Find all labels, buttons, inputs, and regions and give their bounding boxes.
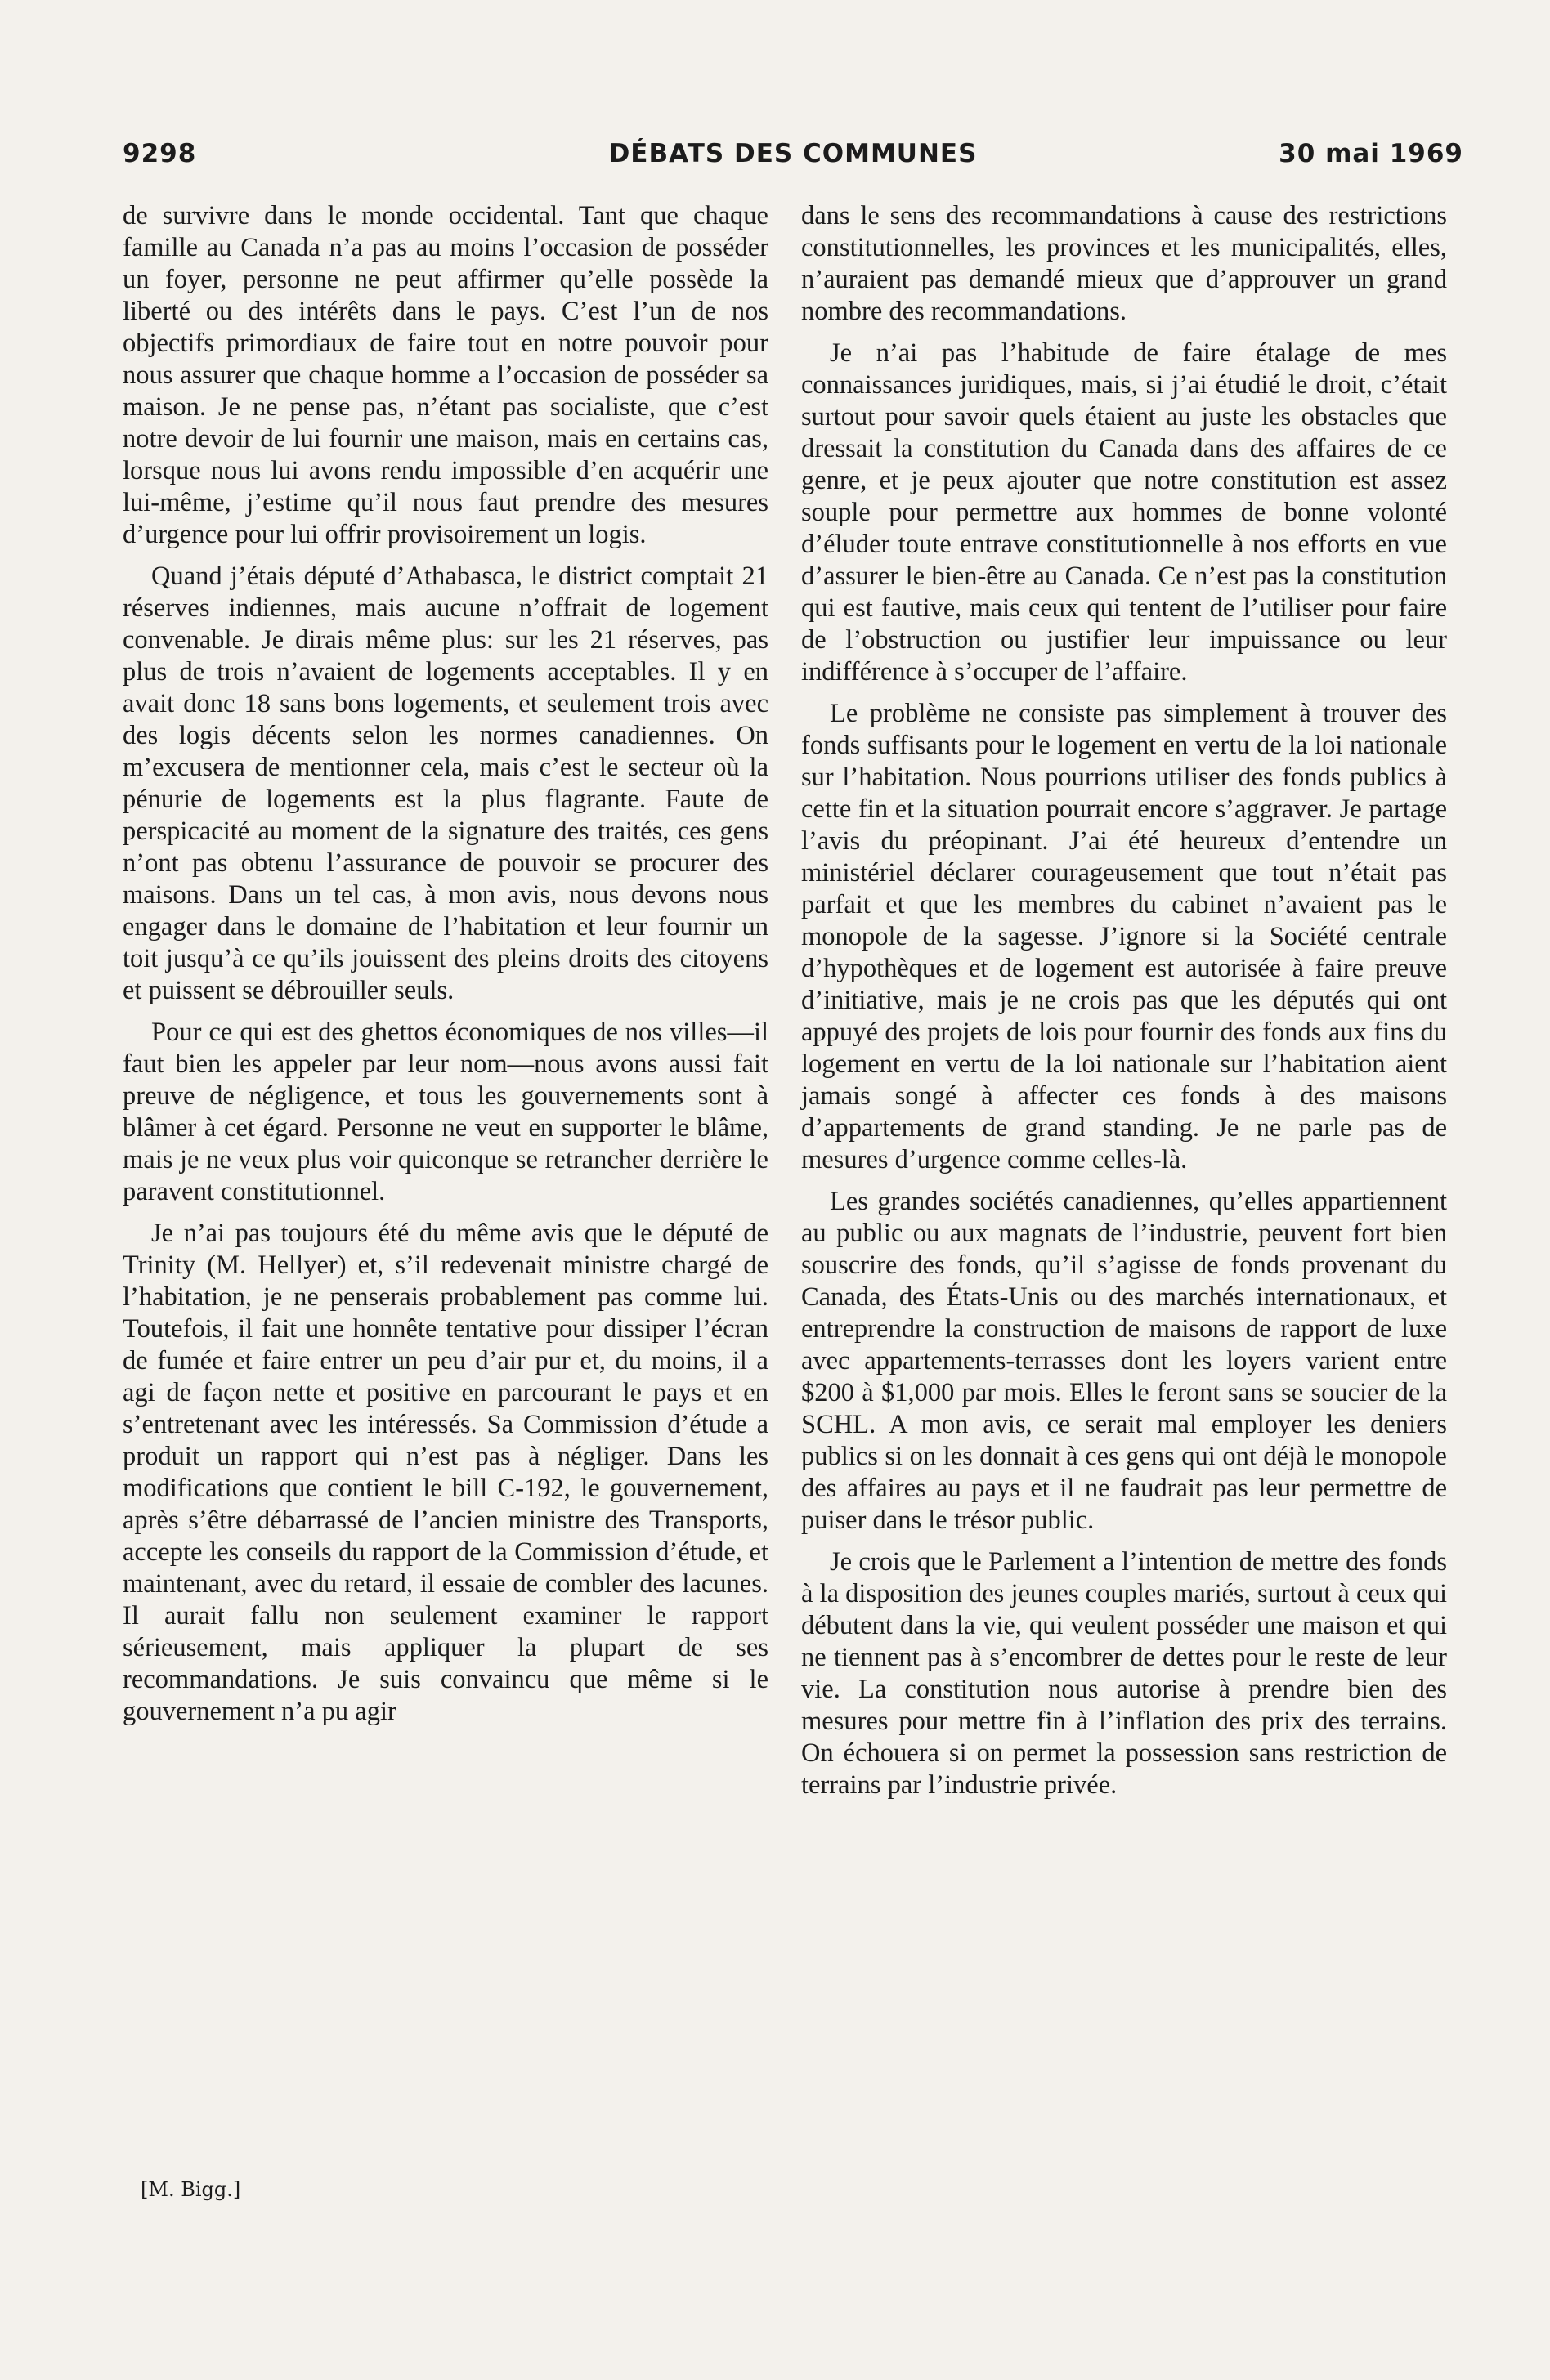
paragraph: Je n’ai pas l’habitude de faire étalage de mes connaissances juridiques, mais, si j’ai étudié le droit, c’était surtout pour savoir quels étaient au juste les obstacles que dressait la constitution du Canada dans des affaires de ce genre, et je peux ajouter que notre constitution est assez souple pour permettre aux hommes de bonne volonté d’éluder toute entrave constitutionnelle à nos efforts en vue d’assurer le bien-être au Canada. Ce n’est pas la constitution qui est fautive, mais ceux qui tentent de l’utiliser pour faire de l’obstruction ou justifier leur impuissance ou leur indifférence à s’occuper de l’affaire. xyxy=(801,338,1447,687)
page-number: 9298 xyxy=(123,139,197,168)
paragraph: Quand j’étais député d’Athabasca, le district comptait 21 réserves indiennes, mais aucune n’offrait de logement convenable. Je dirais même plus: sur les 21 réserves, pas plus de trois n’avaient de logements acceptables. Il y en avait donc 18 sans bons logements, et seulement trois avec des logis décents selon les normes canadiennes. On m’excusera de mentionner cela, mais c’est le secteur où la pénurie de logements est la plus flagrante. Faute de perspicacité au moment de la signature des traités, ces gens n’ont pas obtenu l’assurance de pouvoir se procurer des maisons. Dans un tel cas, à mon avis, nous devons nous engager dans le domaine de l’habitation et leur fournir un toit jusqu’à ce qu’ils jouissent des pleins droits des citoyens et puissent se débrouiller seuls. xyxy=(123,561,768,1005)
page-header xyxy=(123,139,1463,172)
paragraph: Je n’ai pas toujours été du même avis que le député de Trinity (M. Hellyer) et, s’il redevenait ministre chargé de l’habitation, je ne penserais probablement pas comme lui. Toutefois, il fait une honnête tentative pour dissiper l’écran de fumée et faire entrer un peu d’air pur et, du moins, il a agi de façon nette et positive en parcourant le pays et en s’entretenant avec les intéressés. Sa Commission d’étude a produit un rapport qui n’est pas à négliger. Dans les modifications que contient le bill C-192, le gouvernement, après s’être débarrassé de l’ancien ministre des Transports, accepte les conseils du rapport de la Commission d’étude, et maintenant, avec du retard, il essaie de combler des lacunes. Il aurait fallu non seulement examiner le rapport sérieusement, mais appliquer la plupart de ses recommandations. Je suis convaincu que même si le gouvernement n’a pu agir xyxy=(123,1219,768,1726)
paragraph: Je crois que le Parlement a l’intention de mettre des fonds à la disposition des jeunes couples mariés, surtout à ceux qui débutent dans la vie, qui veulent posséder une maison et qui ne tiennent pas à s’encombrer de dettes pour le reste de leur vie. La constitution nous autorise à prendre bien des mesures pour mettre fin à l’inflation des prix des terrains. On échouera si on permet la possession sans restriction de terrains par l’industrie privée. xyxy=(801,1547,1447,1800)
paragraph: Le problème ne consiste pas simplement à trouver des fonds suffisants pour le logement en vertu de la loi nationale sur l’habitation. Nous pourrions utiliser des fonds publics à cette fin et la situation pourrait encore s’aggraver. Je partage l’avis du préopinant. J’ai été heureux d’entendre un ministériel déclarer courageusement que tout n’était pas parfait et que les membres du cabinet n’avaient pas le monopole de la sagesse. J’ignore si la Société centrale d’hypothèques et de logement est autorisée à faire preuve d’initiative, mais je ne crois pas que les députés qui ont appuyé des projets de lois pour fournir des fonds aux fins du logement en vertu de la loi nationale sur l’habitation aient jamais songé à affecter ces fonds à des maisons d’appartements de grand standing. Je ne parle pas de mesures d’urgence comme celles-là. xyxy=(801,699,1447,1174)
speaker-attribution: [M. Bigg.] xyxy=(141,2178,241,2201)
publication-title: DÉBATS DES COMMUNES xyxy=(608,139,978,168)
left-column xyxy=(123,200,768,1738)
paragraph: Pour ce qui est des ghettos économiques de nos villes—il faut bien les appeler par leur nom—nous avons aussi fait preuve de négligence, et tous les gouvernements sont à blâmer à cet égard. Personne ne veut en supporter le blâme, mais je ne veux plus voir quiconque se retrancher derrière le paravent constitutionnel. xyxy=(123,1018,768,1206)
paragraph: dans le sens des recommandations à cause des restrictions constitutionnelles, les provinces et les municipalités, elles, n’auraient pas demandé mieux que d’approuver un grand nombre des recommandations. xyxy=(801,201,1447,326)
paragraph: Les grandes sociétés canadiennes, qu’elles appartiennent au public ou aux magnats de l’industrie, peuvent fort bien souscrire des fonds, qu’il s’agisse de fonds provenant du Canada, des États-Unis ou des marchés internationaux, et entreprendre la construction de maisons de rapport de luxe avec appartements-terrasses dont les loyers varient entre $200 à $1,000 par mois. Elles le feront sans se soucier de la SCHL. A mon avis, ce serait mal employer les deniers publics si on les donnait à ces gens qui ont déjà le monopole des affaires au pays et il ne faudrait pas leur permettre de puiser dans le trésor public. xyxy=(801,1187,1447,1535)
paragraph: de survivre dans le monde occidental. Tant que chaque famille au Canada n’a pas au moins l’occasion de posséder un foyer, personne ne peut affirmer qu’elle possède la liberté ou des intérêts dans le pays. C’est l’un de nos objectifs primordiaux de faire tout en notre pouvoir pour nous assurer que chaque homme a l’occasion de posséder sa maison. Je ne pense pas, n’étant pas socialiste, que c’est notre devoir de lui fournir une maison, mais en certains cas, lorsque nous lui avons rendu impossible d’en acquérir une lui-même, j’estime qu’il nous faut prendre des mesures d’urgence pour lui offrir provisoirement un logis. xyxy=(123,201,768,549)
right-column xyxy=(801,200,1447,1811)
session-date: 30 mai 1969 xyxy=(1279,139,1463,168)
